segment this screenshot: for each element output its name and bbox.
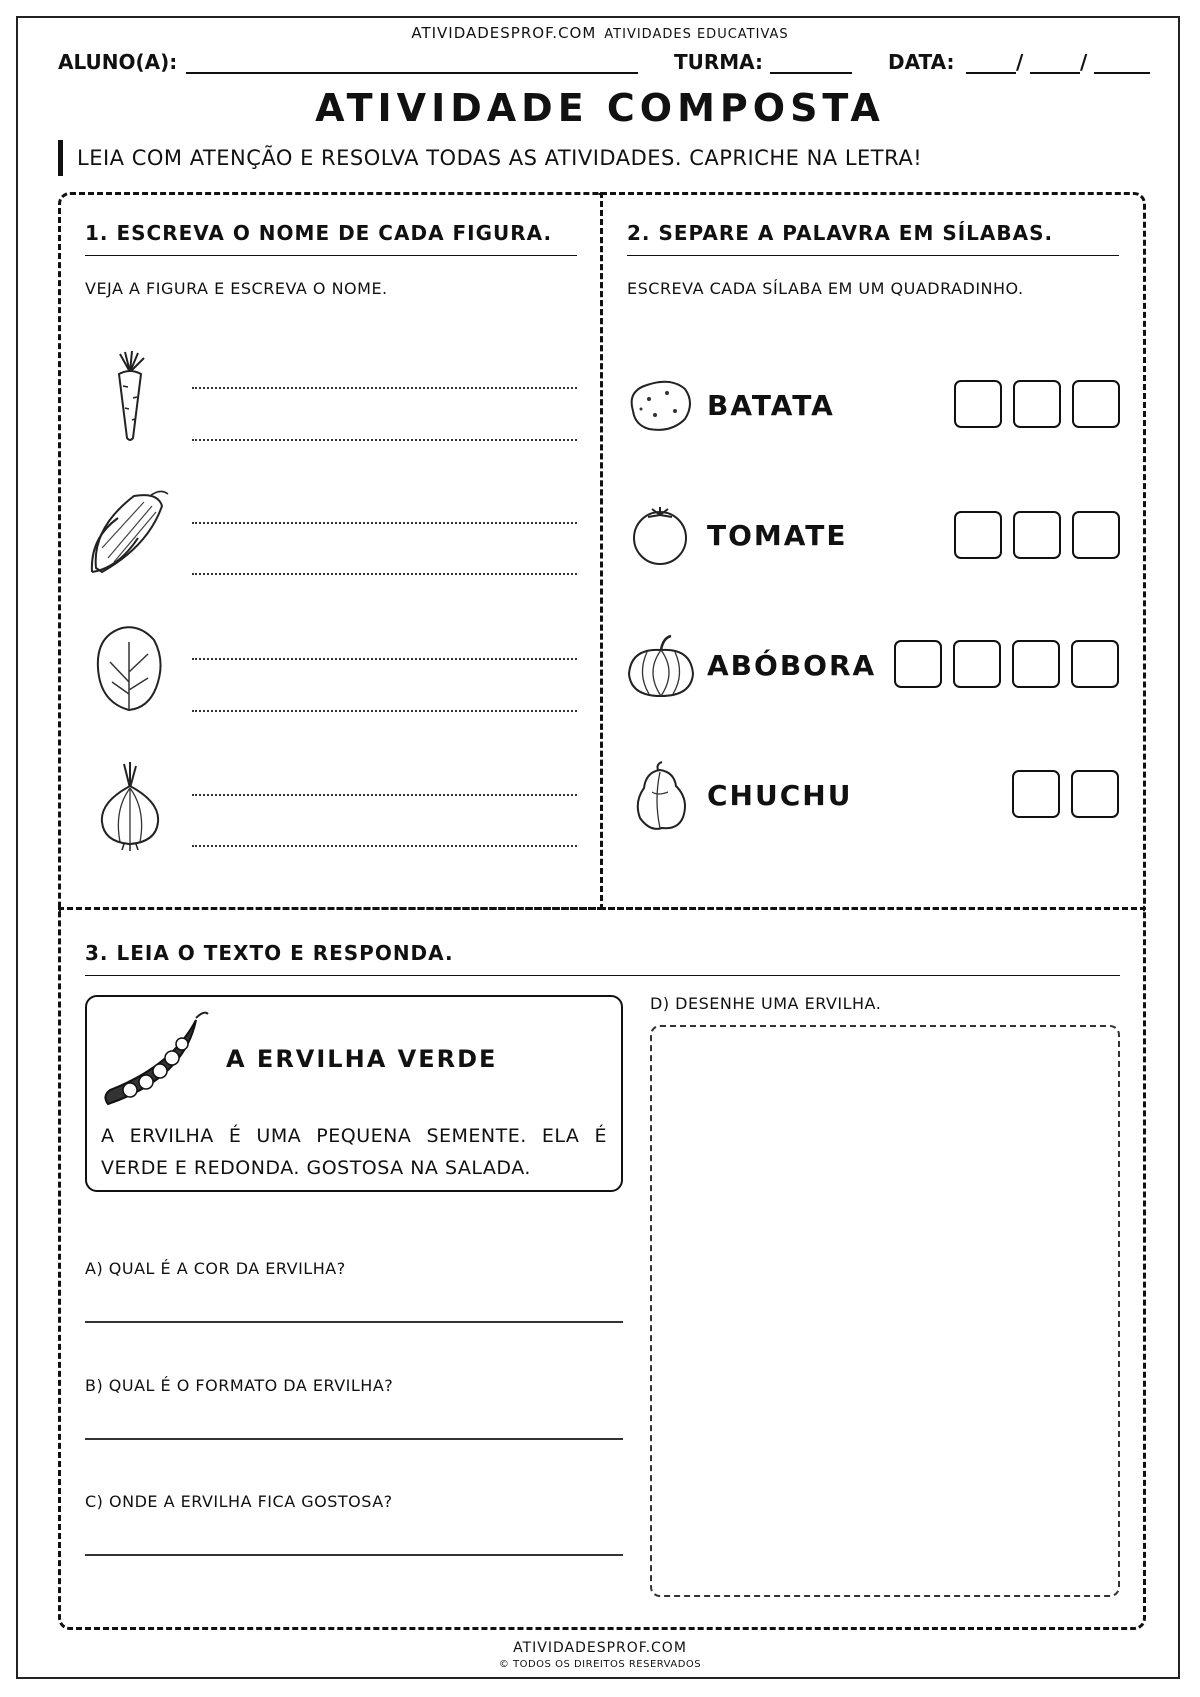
answer-line[interactable] [192,710,577,712]
date-month-field[interactable] [1030,72,1080,74]
story-text: A ERVILHA É UMA PEQUENA SEMENTE. ELA É VERDE E REDONDA. GOSTOSA NA SALADA. [101,1125,607,1179]
answer-line-a[interactable] [85,1321,623,1323]
word-abobora: ABÓBORA [707,649,877,682]
date-label: DATA: [888,50,955,74]
syllable-box[interactable] [894,640,942,688]
site-name: ATIVIDADESPROF.COM [411,24,597,42]
potato-icon [627,377,693,433]
carrot-icon [105,350,155,442]
answer-line[interactable] [192,658,577,660]
answer-line-b[interactable] [85,1438,623,1440]
tomato-icon [630,505,690,565]
chayote-icon [632,762,688,832]
pea-pod-icon [100,1008,210,1112]
answer-line[interactable] [192,387,577,389]
question-a: A) QUAL É A COR DA ERVILHA? [85,1259,346,1278]
section-3-title: 3. LEIA O TEXTO E RESPONDA. [85,941,454,965]
section-2-divider [627,255,1119,256]
drawing-area[interactable] [650,1025,1120,1597]
syllable-box[interactable] [953,640,1001,688]
syllable-box[interactable] [1072,380,1120,428]
student-name-field[interactable] [186,72,638,74]
answer-line[interactable] [192,573,577,575]
word-batata: BATATA [707,389,835,422]
answer-line[interactable] [192,522,577,524]
syllable-box[interactable] [1013,380,1061,428]
section-1-divider [85,255,577,256]
answer-line[interactable] [192,439,577,441]
date-separator: / [1080,50,1088,74]
instruction-text: LEIA COM ATENÇÃO E RESOLVA TODAS AS ATIVIDADES. CAPRICHE NA LETRA! [58,140,922,176]
syllable-box[interactable] [1071,640,1119,688]
answer-line[interactable] [192,845,577,847]
footer-copyright: © TODOS OS DIREITOS RESERVADOS [498,1659,702,1670]
section-3-divider [85,975,1120,976]
date-year-field[interactable] [1094,72,1150,74]
class-label: TURMA: [674,50,764,74]
question-c: C) ONDE A ERVILHA FICA GOSTOSA? [85,1492,393,1511]
section-1-title: 1. ESCREVA O NOME DE CADA FIGURA. [85,221,553,245]
syllable-box[interactable] [954,380,1002,428]
class-field[interactable] [770,72,852,74]
site-header [0,24,1200,42]
page-title: ATIVIDADE COMPOSTA [315,86,885,130]
word-tomate: TOMATE [707,519,848,552]
section-1-subtitle: VEJA A FIGURA E ESCREVA O NOME. [85,279,388,298]
answer-line-c[interactable] [85,1554,623,1556]
question-b: B) QUAL É O FORMATO DA ERVILHA? [85,1376,394,1395]
draw-prompt: D) DESENHE UMA ERVILHA. [650,994,882,1013]
syllable-box[interactable] [1013,511,1061,559]
word-chuchu: CHUCHU [707,779,853,812]
syllable-box[interactable] [1012,640,1060,688]
answer-line[interactable] [192,794,577,796]
date-separator: / [1016,50,1024,74]
onion-icon [98,760,162,852]
date-day-field[interactable] [966,72,1016,74]
corn-icon [88,488,170,576]
lettuce-icon [92,622,166,714]
pumpkin-icon [627,634,695,698]
syllable-box[interactable] [1071,770,1119,818]
syllable-box[interactable] [1012,770,1060,818]
syllable-box[interactable] [1072,511,1120,559]
section-2-subtitle: ESCREVA CADA SÍLABA EM UM QUADRADINHO. [627,279,1024,298]
footer-site: ATIVIDADESPROF.COM [513,1640,687,1656]
student-label: ALUNO(A): [58,50,178,74]
site-tagline: ATIVIDADES EDUCATIVAS [604,27,789,42]
syllable-box[interactable] [954,511,1002,559]
story-title: A ERVILHA VERDE [226,1045,498,1073]
section-2-title: 2. SEPARE A PALAVRA EM SÍLABAS. [627,221,1054,245]
